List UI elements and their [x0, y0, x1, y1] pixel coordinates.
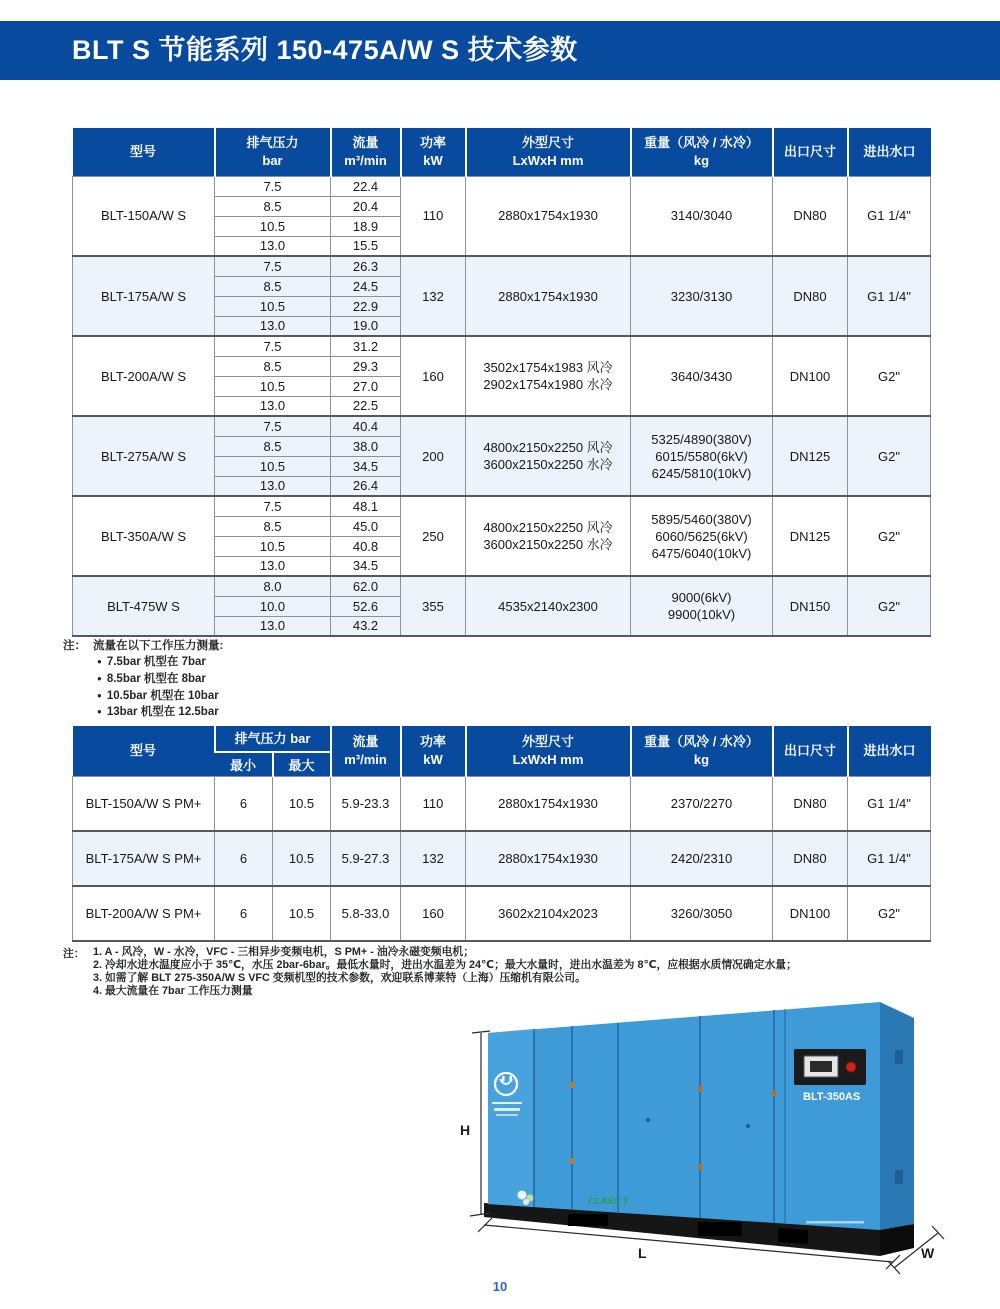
pressure-min-cell: 6: [215, 886, 273, 941]
compressor-illustration: [448, 990, 963, 1290]
column-header: [331, 726, 401, 776]
vent-slot: [895, 1050, 903, 1064]
table-row: [73, 256, 931, 276]
weight-cell-line: 9900(10kV): [667, 607, 736, 622]
class-badge: CLASS 1: [588, 1196, 629, 1207]
flow-cell: 5.9-23.3: [331, 776, 401, 831]
weight-cell: [631, 576, 773, 636]
flow-cell: 38.0: [331, 436, 401, 456]
weight-cell: [631, 176, 773, 256]
dimensions-cell: [466, 416, 631, 496]
note-line: 1. A - 风冷，W - 水冷，VFC - 三相异步变频电机，S PM+ - 油冷永磁变频电机；: [93, 946, 474, 958]
door-handle: [746, 1124, 750, 1128]
bullet-icon: ●: [97, 657, 102, 666]
pressure-cell: 13.0: [215, 476, 331, 496]
column-header-line: 进出水口: [863, 143, 916, 159]
model-cell: BLT-150A/W S: [73, 176, 215, 256]
pressure-max-cell: 10.5: [273, 831, 331, 886]
flow-cell: 5.9-27.3: [331, 831, 401, 886]
door-hinge: [698, 1164, 702, 1170]
header-row: [73, 128, 931, 176]
pressure-cell: 8.5: [215, 196, 331, 216]
flow-cell: 24.5: [331, 276, 401, 296]
flow-cell: 34.5: [331, 556, 401, 576]
sub-column-header: 最小: [215, 752, 273, 776]
model-cell: BLT-475W S: [73, 576, 215, 636]
column-header-line: 流量: [352, 733, 379, 749]
website-text-strip: [806, 1221, 864, 1224]
column-header-line: m³/min: [344, 751, 387, 767]
pressure-cell: 7.5: [215, 336, 331, 356]
pressure-cell: 13.0: [215, 316, 331, 336]
power-cell: 132: [401, 831, 466, 886]
flow-cell: 31.2: [331, 336, 401, 356]
outlet-size-cell: DN80: [773, 176, 848, 256]
pressure-max-cell: 10.5: [273, 776, 331, 831]
dimensions-cell: 2880x1754x1930: [466, 776, 631, 831]
model-cell: BLT-150A/W S PM+: [73, 776, 215, 831]
spec-table-fixed-speed: [72, 128, 931, 637]
column-header-line: 重量（风冷 / 水冷）: [644, 134, 759, 150]
note-bullet-text: 13bar 机型在 12.5bar: [106, 706, 219, 719]
flow-cell: 26.4: [331, 476, 401, 496]
column-header: [73, 128, 215, 176]
dimensions-cell-line: 4535x2140x2300: [498, 598, 598, 614]
dimensions-cell: [466, 576, 631, 636]
note-line: 4. 最大流量在 7bar 工作压力测量: [93, 985, 253, 997]
column-header-line: 功率: [419, 134, 446, 150]
table-row: [73, 576, 931, 596]
water-port-cell: G1 1/4": [848, 831, 931, 886]
pressure-cell: 13.0: [215, 236, 331, 256]
column-header: [73, 726, 215, 776]
pressure-cell: 10.0: [215, 596, 331, 616]
column-header-line: 功率: [419, 733, 446, 749]
column-header-line: 排气压力: [246, 134, 299, 150]
model-cell: BLT-200A/W S PM+: [73, 886, 215, 941]
weight-cell: [631, 256, 773, 336]
column-header-line: 型号: [129, 742, 156, 758]
flow-cell: 45.0: [331, 516, 401, 536]
dimensions-cell-line: 2880x1754x1930: [498, 288, 598, 304]
spec-table-pm-plus-header: [73, 726, 931, 776]
water-port-cell: G1 1/4": [848, 776, 931, 831]
column-header-line: 型号: [129, 143, 156, 159]
note-label: 注：: [63, 640, 86, 652]
note-line: 3. 如需了解 BLT 275-350A/W S VFC 变频机型的技术参数，欢迎联系博莱特（上海）压缩机有限公司。: [93, 972, 586, 984]
flow-cell: 5.8-33.0: [331, 886, 401, 941]
flow-cell: 15.5: [331, 236, 401, 256]
column-header-line: 进出水口: [863, 742, 916, 758]
weight-cell-line: 3640/3430: [670, 368, 733, 384]
dimensions-cell-line: 2902x1754x1980 水冷: [483, 377, 613, 392]
base-notch: [568, 1214, 608, 1226]
flow-cell: 43.2: [331, 616, 401, 636]
power-cell: 160: [401, 886, 466, 941]
note-label: 注：: [63, 948, 85, 960]
model-cell: BLT-350A/W S: [73, 496, 215, 576]
cabinet-side: [880, 1002, 914, 1230]
dimensions-cell: [466, 496, 631, 576]
weight-cell-line: 5895/5460(380V): [651, 511, 752, 527]
column-header: [631, 128, 773, 176]
column-header-line: kg: [693, 152, 710, 168]
flow-cell: 22.4: [331, 176, 401, 196]
weight-cell-line: 3140/3040: [670, 208, 733, 224]
flow-cell: 52.6: [331, 596, 401, 616]
dimensions-cell: 2880x1754x1930: [466, 831, 631, 886]
pressure-cell: 7.5: [215, 416, 331, 436]
power-cell: 110: [401, 776, 466, 831]
water-port-cell: G2": [848, 416, 931, 496]
column-header-line: kg: [693, 751, 710, 767]
pressure-cell: 7.5: [215, 496, 331, 516]
pressure-max-cell: 10.5: [273, 886, 331, 941]
column-header: [631, 726, 773, 776]
pressure-cell: 10.5: [215, 216, 331, 236]
column-header: [215, 726, 331, 752]
note-bullet-text: 7.5bar 机型在 7bar: [106, 656, 206, 668]
column-header-line: 出口尺寸: [783, 742, 836, 758]
column-header-line: LxWxH mm: [512, 751, 584, 767]
door-hinge: [698, 1086, 702, 1092]
flow-cell: 48.1: [331, 496, 401, 516]
page-number: 10: [492, 1279, 508, 1294]
column-header-line: kW: [423, 152, 443, 168]
door-handle: [646, 1118, 650, 1122]
pressure-cell: 8.0: [215, 576, 331, 596]
column-header: [848, 128, 931, 176]
note-content: [93, 638, 223, 721]
water-port-cell: G2": [848, 496, 931, 576]
flow-cell: 40.8: [331, 536, 401, 556]
pressure-min-cell: 6: [215, 776, 273, 831]
column-header-line: 出口尺寸: [783, 143, 836, 159]
dimensions-cell: [466, 256, 631, 336]
water-port-cell: G1 1/4": [848, 176, 931, 256]
pressure-cell: 13.0: [215, 616, 331, 636]
weight-cell-line: 6245/5810(10kV): [651, 465, 752, 481]
weight-cell: 3260/3050: [631, 886, 773, 941]
flow-cell: 40.4: [331, 416, 401, 436]
column-header-line: kW: [423, 751, 443, 767]
note-bullet-list: [93, 654, 223, 721]
flow-cell: 27.0: [331, 376, 401, 396]
note-bullet-text: 8.5bar 机型在 8bar: [106, 672, 206, 685]
header-row: [73, 726, 931, 752]
spec-table-fixed-speed-header: [73, 128, 931, 176]
column-header: [401, 726, 466, 776]
column-header: [215, 128, 331, 176]
control-panel: [794, 1049, 866, 1085]
note-bullet-text: 10.5bar 机型在 10bar: [106, 689, 219, 702]
column-header: [466, 726, 631, 776]
dimensions-cell-line: 3600x2150x2250 水冷: [483, 457, 613, 472]
weight-cell: [631, 496, 773, 576]
table-row: [73, 831, 931, 886]
pressure-cell: 10.5: [215, 456, 331, 476]
water-port-cell: G2": [848, 576, 931, 636]
pressure-cell: 13.0: [215, 396, 331, 416]
bullet-icon: ●: [97, 690, 102, 700]
pressure-cell: 7.5: [215, 176, 331, 196]
outlet-size-cell: DN100: [773, 336, 848, 416]
column-header-line: LxWxH mm: [512, 152, 584, 168]
column-header-line: 重量（风冷 / 水冷）: [644, 733, 759, 749]
door-hinge: [570, 1158, 574, 1164]
note-bullet: [93, 688, 223, 705]
power-cell: 250: [401, 496, 466, 576]
model-cell: BLT-200A/W S: [73, 336, 215, 416]
power-cell: 200: [401, 416, 466, 496]
table-row: [73, 496, 931, 516]
power-cell: 355: [401, 576, 466, 636]
dimensions-cell: [466, 176, 631, 256]
dimensions-cell-line: 4800x2150x2250 风冷: [483, 520, 613, 535]
emergency-stop-button: [846, 1062, 856, 1072]
pressure-cell: 10.5: [215, 536, 331, 556]
water-port-cell: G2": [848, 886, 931, 941]
outlet-size-cell: DN125: [773, 496, 848, 576]
flow-cell: 18.9: [331, 216, 401, 236]
title-bar: [0, 21, 1000, 80]
table-row: [73, 336, 931, 356]
water-port-cell: G2": [848, 336, 931, 416]
column-header: [401, 128, 466, 176]
spec-table-fixed-speed-body: [73, 176, 931, 636]
flow-cell: 26.3: [331, 256, 401, 276]
table-row: [73, 176, 931, 196]
flow-cell: 22.5: [331, 396, 401, 416]
column-header-line: 外型尺寸: [521, 134, 574, 150]
column-header-line: 流量: [352, 134, 379, 150]
column-header-line: 外型尺寸: [521, 733, 574, 749]
column-header: [773, 128, 848, 176]
column-header: [848, 726, 931, 776]
weight-cell-line: 6475/6040(10kV): [651, 545, 752, 561]
note-bullet: [93, 671, 223, 688]
pressure-cell: 7.5: [215, 256, 331, 276]
weight-cell-line: 6060/5625(6kV): [655, 528, 748, 544]
flow-cell: 34.5: [331, 456, 401, 476]
weight-cell-line: 5325/4890(380V): [651, 431, 752, 447]
cabinet-front: [488, 1002, 880, 1230]
column-header-line: 排气压力 bar: [234, 730, 311, 746]
dimensions-cell-line: 4800x2150x2250 风冷: [483, 440, 613, 455]
spec-table-pm-plus-body: [73, 776, 931, 941]
weight-cell: [631, 416, 773, 496]
dimensions-cell: [466, 336, 631, 416]
weight-cell: 2420/2310: [631, 831, 773, 886]
spec-table-pm-plus: [72, 726, 931, 942]
model-cell: BLT-175A/W S: [73, 256, 215, 336]
pressure-cell: 8.5: [215, 436, 331, 456]
pressure-cell: 10.5: [215, 296, 331, 316]
power-cell: 110: [401, 176, 466, 256]
page-title: BLT S 节能系列 150-475A/W S 技术参数: [72, 35, 578, 65]
power-cell: 160: [401, 336, 466, 416]
bullet-icon: ●: [97, 707, 102, 717]
table-row: [73, 776, 931, 831]
dim-l-label: L: [638, 1245, 647, 1261]
weight-cell: [631, 336, 773, 416]
flow-cell: 62.0: [331, 576, 401, 596]
pressure-min-cell: 6: [215, 831, 273, 886]
weight-cell: 2370/2270: [631, 776, 773, 831]
door-hinge: [570, 1082, 574, 1088]
dimensions-cell-line: 2880x1754x1930: [498, 208, 598, 224]
note-bullet: [93, 704, 223, 721]
cabinet-left-panel: [488, 1029, 534, 1207]
flow-cell: 22.9: [331, 296, 401, 316]
dimensions-cell-line: 3600x2150x2250 水冷: [483, 537, 613, 552]
column-header-line: bar: [262, 152, 283, 168]
weight-cell-line: 3230/3130: [670, 288, 733, 304]
weight-cell-line: 9000(6kV): [671, 590, 732, 605]
door-hinge: [772, 1090, 776, 1096]
note-bullet: [93, 654, 223, 671]
base-notch: [778, 1228, 808, 1244]
dimensions-cell-line: 3502x1754x1983 风冷: [483, 360, 613, 375]
table-row: [73, 886, 931, 941]
power-cell: 132: [401, 256, 466, 336]
dimensions-cell: 3602x2104x2023: [466, 886, 631, 941]
vent-slot: [895, 1170, 903, 1184]
column-header-line: m³/min: [344, 152, 387, 168]
outlet-size-cell: DN150: [773, 576, 848, 636]
flow-measurement-note: [63, 638, 223, 721]
bullet-icon: ●: [97, 673, 102, 683]
note-line: 2. 冷却水进水温度应小于 35℃，水压 2bar-6bar。最低水量时，进出水温差为 24℃；最大水量时，进出水温差为 8℃，应根据水质情况确定水量；: [93, 959, 797, 971]
machine-model-label: BLT-350AS: [803, 1091, 861, 1103]
weight-cell-line: 6015/5580(6kV): [655, 448, 748, 464]
column-header: [331, 128, 401, 176]
flow-cell: 19.0: [331, 316, 401, 336]
table-row: [73, 416, 931, 436]
dimension-h: [470, 1031, 490, 1216]
pressure-cell: 8.5: [215, 276, 331, 296]
note-title: 流量在以下工作压力测量:: [93, 640, 224, 652]
pressure-cell: 8.5: [215, 516, 331, 536]
model-cell: BLT-275A/W S: [73, 416, 215, 496]
outlet-size-cell: DN125: [773, 416, 848, 496]
outlet-size-cell: DN80: [773, 776, 848, 831]
model-cell: BLT-175A/W S PM+: [73, 831, 215, 886]
outlet-size-cell: DN100: [773, 886, 848, 941]
water-port-cell: G1 1/4": [848, 256, 931, 336]
column-header: [773, 726, 848, 776]
flow-cell: 20.4: [331, 196, 401, 216]
dim-w-label: W: [921, 1245, 935, 1261]
pressure-cell: 8.5: [215, 356, 331, 376]
pressure-cell: 13.0: [215, 556, 331, 576]
outlet-size-cell: DN80: [773, 831, 848, 886]
sub-column-header: 最大: [273, 752, 331, 776]
outlet-size-cell: DN80: [773, 256, 848, 336]
flow-cell: 29.3: [331, 356, 401, 376]
dim-h-label: H: [460, 1122, 471, 1138]
compressor-figure: [448, 990, 963, 1290]
column-header: [466, 128, 631, 176]
pressure-cell: 10.5: [215, 376, 331, 396]
base-notch: [698, 1222, 742, 1236]
